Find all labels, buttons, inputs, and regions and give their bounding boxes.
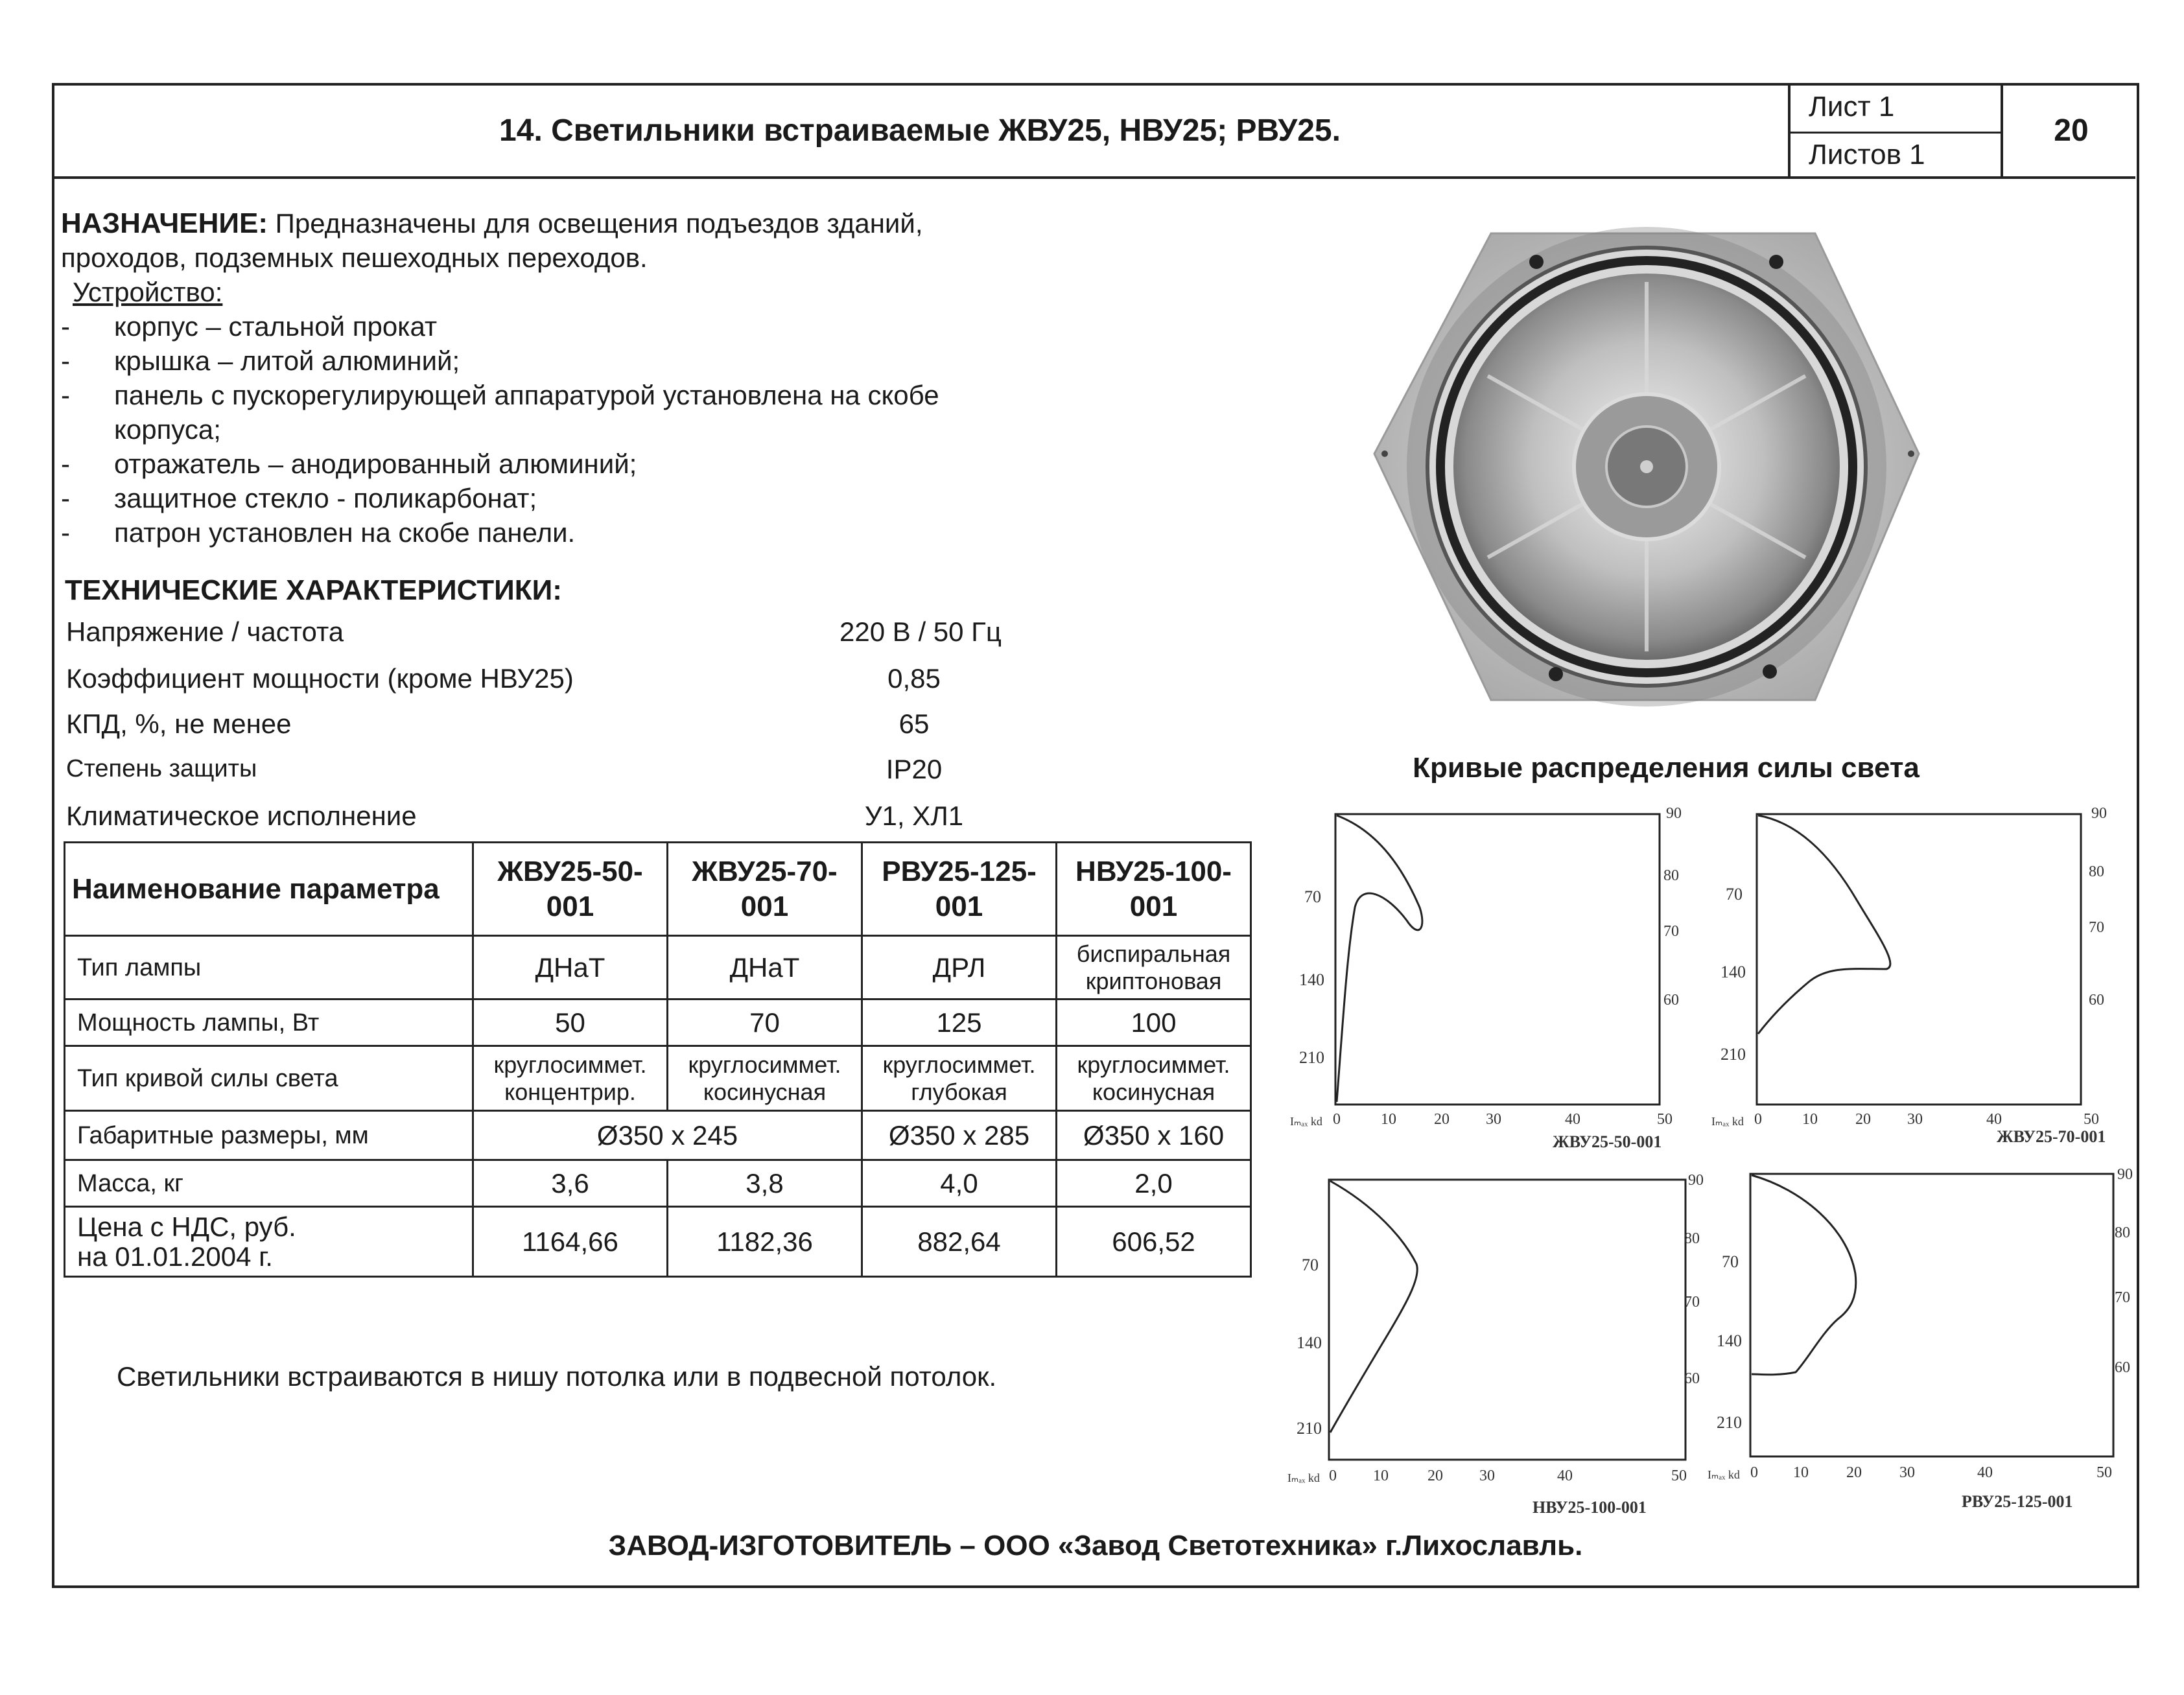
intensity-curve [1758, 815, 1890, 1034]
sheet-info-divider [1791, 132, 2001, 134]
list-dash: - [61, 345, 70, 376]
angle-tick: 90 [1688, 1172, 1704, 1189]
table-cell [1057, 1046, 1251, 1111]
plot-frame [1750, 1174, 2113, 1456]
cell-line: биспиральная [1076, 940, 1231, 967]
cell-line: глубокая [911, 1078, 1007, 1105]
device-item: корпус – стальной прокат [114, 311, 438, 342]
angle-tick: 80 [1684, 1230, 1700, 1247]
table-cell: Ø350 x 285 [862, 1111, 1057, 1160]
spec-label: КПД, %, не менее [66, 708, 292, 739]
specs-heading: ТЕХНИЧЕСКИЕ ХАРАКТЕРИСТИКИ: [65, 574, 562, 606]
chart-rvu25-125 [1705, 1163, 2133, 1526]
x-tick: 50 [2084, 1111, 2099, 1128]
cell-line: круглосиммет. [688, 1051, 841, 1078]
angle-tick: 60 [2089, 992, 2104, 1009]
column-header-line: ЖВУ25-70- [692, 855, 838, 887]
cell-line: концентрир. [504, 1078, 636, 1105]
column-header-line: РВУ25-125- [882, 855, 1037, 887]
cell-line: круглосиммет. [882, 1051, 1036, 1078]
spec-label: Степень защиты [66, 755, 257, 782]
angle-tick: 60 [1663, 992, 1679, 1009]
x-tick: 40 [1557, 1467, 1573, 1484]
device-item: панель с пускорегулирующей аппаратурой установлена на скобе [114, 380, 939, 410]
x-tick: 40 [1977, 1464, 1993, 1481]
x-tick: 0 [1333, 1111, 1341, 1128]
sheet-label: Лист 1 [1809, 91, 1895, 123]
luminaire-photo [1361, 220, 1932, 713]
y-tick: 210 [1299, 1048, 1324, 1067]
list-dash: - [61, 311, 70, 342]
table-cell: 125 [862, 999, 1057, 1046]
table-cell: ДНаТ [473, 936, 668, 999]
column-header [668, 843, 862, 936]
y-tick: 140 [1299, 970, 1324, 989]
cell-line: на 01.01.2004 г. [77, 1241, 273, 1272]
table-cell [668, 1046, 862, 1111]
spec-value: 220 В / 50 Гц [840, 616, 1002, 647]
spec-label: Напряжение / частота [66, 616, 344, 647]
column-header-line: 001 [546, 890, 594, 922]
device-item: отражатель – анодированный алюминий; [114, 449, 637, 479]
purpose-text: Предназначены для освещения подъездов зданий, [267, 208, 923, 239]
chart-label: ЖВУ25-50-001 [1553, 1132, 1662, 1151]
angle-tick: 60 [1684, 1370, 1700, 1387]
table-cell: 3,6 [473, 1160, 668, 1207]
x-tick: 10 [1381, 1111, 1396, 1128]
angle-tick: 80 [1663, 867, 1679, 884]
chart-label: РВУ25-125-001 [1962, 1492, 2073, 1511]
table-cell: ДНаТ [668, 936, 862, 999]
y-tick: 210 [1297, 1419, 1322, 1438]
intensity-curve [1752, 1175, 1856, 1375]
angle-tick: 70 [1663, 923, 1679, 940]
column-header-line: 001 [935, 890, 983, 922]
chart-label: ЖВУ25-70-001 [1997, 1127, 2106, 1146]
list-dash: - [61, 380, 70, 410]
table-row [65, 1160, 1251, 1207]
cell-line: круглосиммет. [1077, 1051, 1230, 1078]
device-item: крышка – литой алюминий; [114, 345, 460, 376]
x-tick: 10 [1802, 1111, 1818, 1128]
device-item: патрон установлен на скобе панели. [114, 517, 576, 548]
table-cell: 50 [473, 999, 668, 1046]
x-tick: 10 [1793, 1464, 1809, 1481]
table-row [65, 1046, 1251, 1111]
column-header-line: 001 [1129, 890, 1178, 922]
y-tick: 70 [1304, 887, 1321, 906]
table-row [65, 936, 1251, 999]
table-cell: 4,0 [862, 1160, 1057, 1207]
angle-tick: 60 [2115, 1359, 2130, 1376]
purpose-line-2: проходов, подземных пешеходных переходов. [61, 242, 648, 273]
row-label: Тип лампы [65, 936, 473, 999]
manufacturer: ЗАВОД-ИЗГОТОВИТЕЛЬ – ООО «Завод Светотехника» г.Лихославль. [608, 1530, 1583, 1561]
axis-unit: Iₘₐₓ kd [1287, 1471, 1320, 1484]
chart-nvu25-100 [1284, 1167, 1705, 1530]
x-tick: 40 [1986, 1111, 2002, 1128]
cell-line: косинусная [703, 1078, 827, 1105]
angle-tick: 90 [2117, 1166, 2133, 1183]
table-row [65, 999, 1251, 1046]
angle-tick: 80 [2115, 1224, 2130, 1241]
column-header-line: ЖВУ25-50- [497, 855, 643, 887]
x-tick: 20 [1434, 1111, 1450, 1128]
x-tick: 40 [1565, 1111, 1580, 1128]
x-tick: 20 [1427, 1467, 1443, 1484]
purpose-heading: НАЗНАЧЕНИЕ: [61, 207, 268, 239]
row-label: Габаритные размеры, мм [65, 1111, 473, 1160]
x-tick: 0 [1329, 1467, 1337, 1484]
x-tick: 20 [1855, 1111, 1871, 1128]
device-item: защитное стекло - поликарбонат; [114, 483, 537, 513]
cell-line: Цена с НДС, руб. [77, 1211, 296, 1242]
y-tick: 70 [1726, 885, 1743, 904]
spec-value: 65 [898, 708, 930, 739]
spec-value: 0,85 [887, 663, 941, 694]
column-header [862, 843, 1057, 936]
intensity-curve [1337, 815, 1422, 1102]
angle-tick: 90 [2091, 805, 2107, 822]
spec-value: У1, ХЛ1 [864, 801, 964, 831]
list-dash: - [61, 449, 70, 479]
x-tick: 50 [2096, 1464, 2112, 1481]
table-cell: 2,0 [1057, 1160, 1251, 1207]
angle-tick: 70 [2089, 919, 2104, 936]
y-tick: 140 [1717, 1331, 1742, 1350]
table-cell: 3,8 [668, 1160, 862, 1207]
table-cell [473, 1046, 668, 1111]
table-cell: ДРЛ [862, 936, 1057, 999]
cell-line: косинусная [1092, 1078, 1215, 1105]
axis-unit: Iₘₐₓ kd [1711, 1115, 1744, 1128]
device-item: корпуса; [114, 414, 221, 445]
x-tick: 0 [1754, 1111, 1762, 1128]
plot-frame [1335, 814, 1660, 1105]
table-cell: 882,64 [862, 1207, 1057, 1277]
column-header [1057, 843, 1251, 936]
x-tick: 50 [1671, 1467, 1687, 1484]
y-tick: 70 [1722, 1252, 1739, 1271]
spec-label: Коэффициент мощности (кроме НВУ25) [66, 663, 574, 694]
x-tick: 30 [1486, 1111, 1501, 1128]
spec-label: Климатическое исполнение [66, 801, 417, 831]
plot-frame [1757, 814, 2081, 1105]
installation-note: Светильники встраиваются в нишу потолка или в подвесной потолок. [117, 1361, 997, 1392]
list-dash: - [61, 517, 70, 548]
x-tick: 10 [1373, 1467, 1389, 1484]
table-cell: 606,52 [1057, 1207, 1251, 1277]
table-row [65, 1111, 1251, 1160]
angle-tick: 90 [1666, 805, 1682, 822]
table-cell: 1182,36 [668, 1207, 862, 1277]
device-heading: Устройство: [73, 277, 223, 307]
page-number: 20 [2054, 113, 2089, 148]
parameter-table [64, 841, 1252, 1278]
row-label [65, 1207, 473, 1277]
column-header [473, 843, 668, 936]
y-tick: 210 [1720, 1045, 1746, 1064]
row-label: Масса, кг [65, 1160, 473, 1207]
table-row [65, 1207, 1251, 1277]
angle-tick: 80 [2089, 863, 2104, 880]
y-tick: 70 [1302, 1256, 1319, 1274]
column-header-line: 001 [740, 890, 789, 922]
table-cell [862, 1046, 1057, 1111]
list-dash: - [61, 483, 70, 513]
table-cell: Ø350 x 160 [1057, 1111, 1251, 1160]
plot-frame [1329, 1180, 1685, 1460]
chart-zhvu25-70 [1711, 804, 2126, 1167]
column-header-line: НВУ25-100- [1075, 855, 1232, 887]
y-tick: 210 [1717, 1413, 1742, 1432]
table-header-row [65, 843, 1251, 936]
spec-value: IP20 [886, 754, 943, 784]
axis-unit: Iₘₐₓ kd [1290, 1115, 1322, 1128]
x-tick: 30 [1899, 1464, 1915, 1481]
cell-line: круглосиммет. [493, 1051, 647, 1078]
row-label: Тип кривой силы света [65, 1046, 473, 1111]
x-tick: 50 [1657, 1111, 1673, 1128]
sheets-label: Листов 1 [1809, 139, 1925, 170]
table-cell: 100 [1057, 999, 1251, 1046]
intensity-curve [1330, 1181, 1417, 1432]
x-tick: 30 [1479, 1467, 1495, 1484]
curves-title: Кривые распределения силы света [1413, 752, 1920, 784]
column-header: Наименование параметра [65, 843, 473, 936]
row-label: Мощность лампы, Вт [65, 999, 473, 1046]
page-title: 14. Светильники встраиваемые ЖВУ25, НВУ25; РВУ25. [499, 113, 1341, 148]
x-tick: 20 [1846, 1464, 1862, 1481]
table-cell: Ø350 x 245 [473, 1111, 862, 1160]
purpose-line-1 [61, 206, 923, 240]
angle-tick: 70 [1684, 1294, 1700, 1311]
chart-zhvu25-50 [1290, 804, 1705, 1167]
y-tick: 140 [1297, 1333, 1322, 1352]
x-tick: 30 [1907, 1111, 1923, 1128]
table-cell [1057, 936, 1251, 999]
y-tick: 140 [1720, 963, 1746, 981]
angle-tick: 70 [2115, 1289, 2130, 1306]
x-tick: 0 [1750, 1464, 1758, 1481]
chart-label: НВУ25-100-001 [1532, 1498, 1647, 1517]
cell-line: криптоновая [1085, 967, 1222, 994]
axis-unit: Iₘₐₓ kd [1708, 1468, 1740, 1481]
table-cell: 70 [668, 999, 862, 1046]
table-cell: 1164,66 [473, 1207, 668, 1277]
